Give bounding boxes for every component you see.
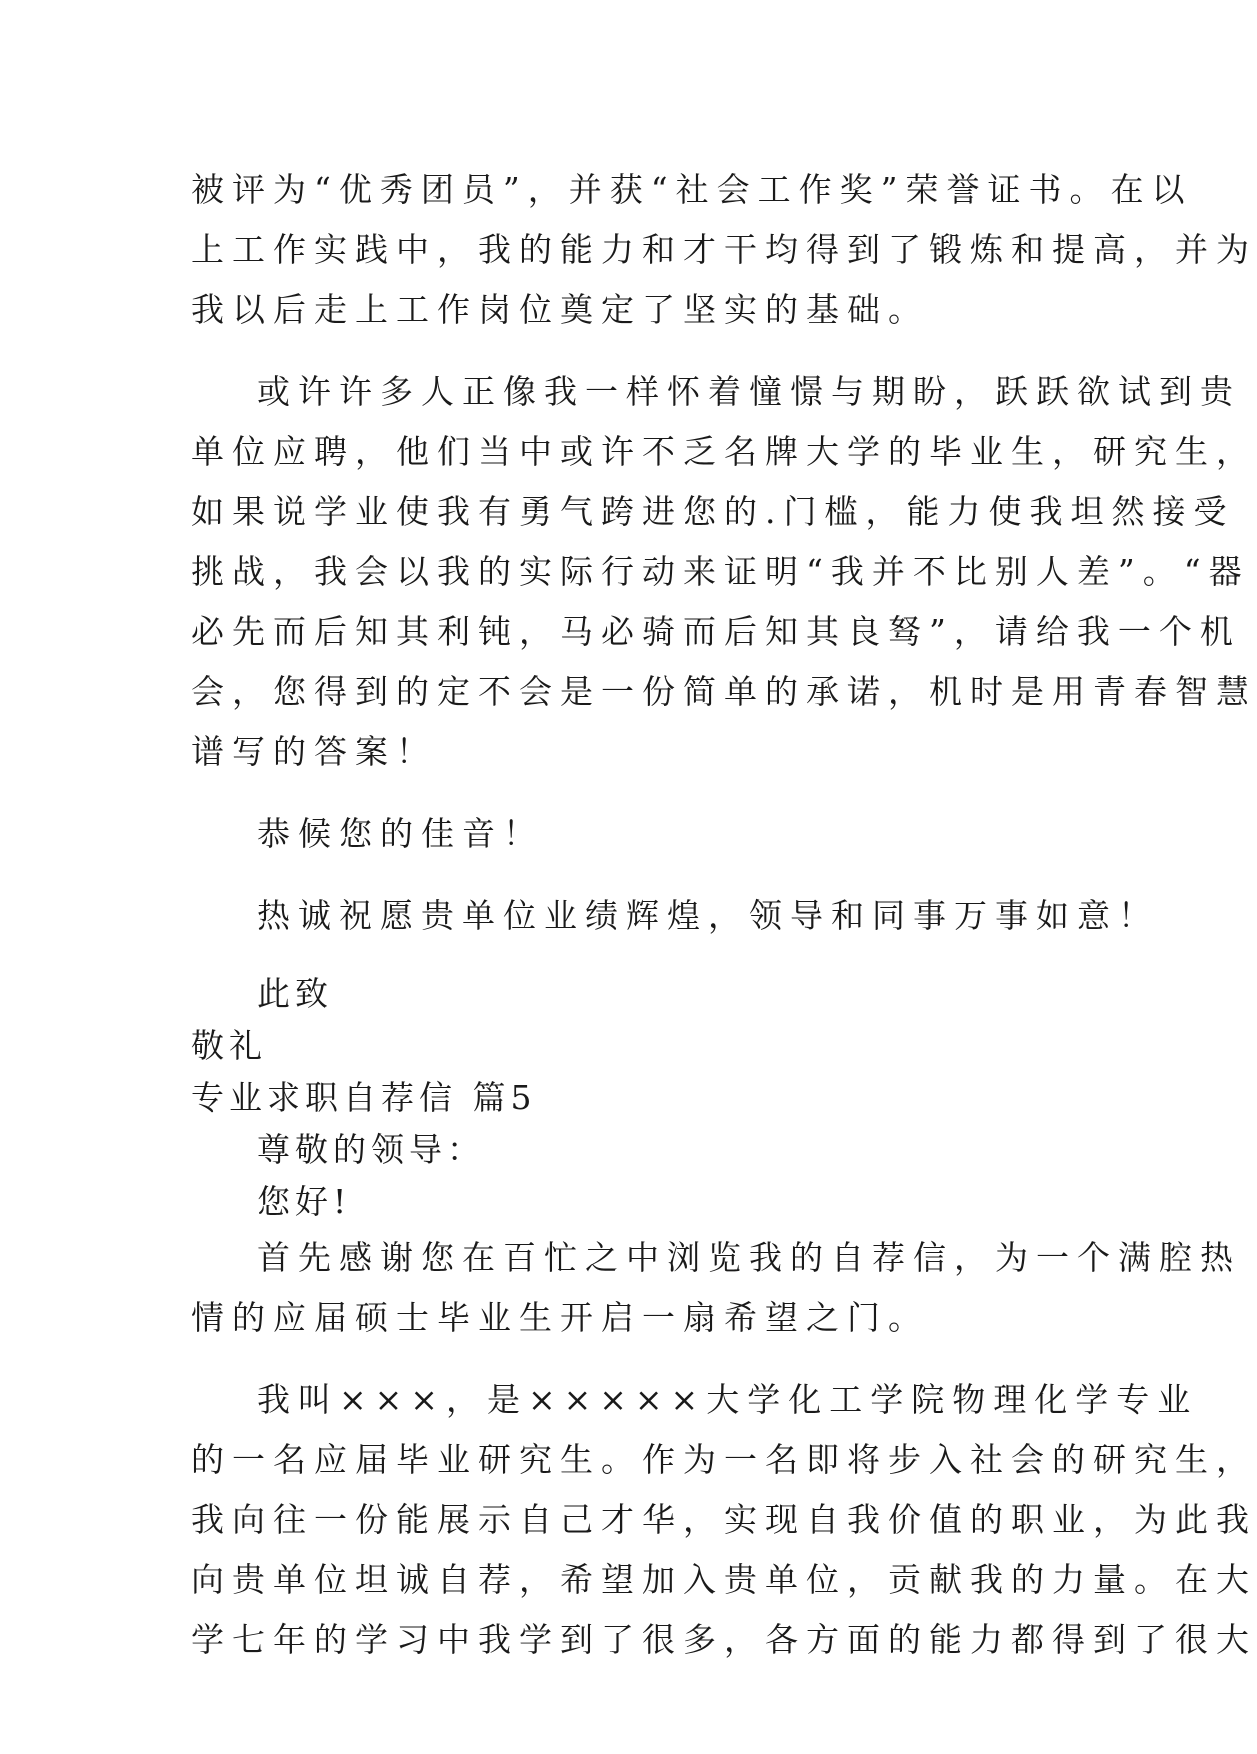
letter-body xyxy=(191,160,1257,1670)
text-line: 此致 xyxy=(257,974,333,1013)
para-3 xyxy=(191,804,1046,864)
text-line: 学七年的学习中我学到了很多，各方面的能力都得到了很大 xyxy=(191,1620,1257,1659)
text-line: 情的应届硕士毕业生开启一扇希望之门。 xyxy=(191,1298,929,1337)
text-line: 或许许多人正像我一样怀着憧憬与期盼，跃跃欲试到贵 xyxy=(257,372,1241,411)
text-line: 首先感谢您在百忙之中浏览我的自荐信，为一个满腔热 xyxy=(257,1238,1241,1277)
paragraph-spacer xyxy=(191,782,1046,804)
text-line: 敬礼 xyxy=(191,1026,267,1065)
text-line: 热诚祝愿贵单位业绩辉煌，领导和同事万事如意！ xyxy=(257,896,1159,935)
paragraph-spacer xyxy=(191,1348,1046,1370)
paragraph-spacer xyxy=(191,864,1046,886)
text-line: 尊敬的领导： xyxy=(257,1130,485,1169)
paragraph-spacer xyxy=(191,340,1046,362)
para-7 xyxy=(191,1124,1046,1176)
para-5 xyxy=(191,968,1046,1020)
para-9 xyxy=(191,1228,1241,1348)
text-line: 我叫×××，是×××××大学化工学院物理化学专业 xyxy=(257,1380,1199,1419)
para-1 xyxy=(191,160,1257,340)
text-line: 谱写的答案！ xyxy=(191,732,437,771)
para-6 xyxy=(191,1020,1046,1072)
para-2 xyxy=(191,362,1257,782)
para-8 xyxy=(191,1176,1046,1228)
text-line: 您好! xyxy=(257,1182,352,1221)
text-line: 会，您得到的定不会是一份简单的承诺，机时是用青春智慧 xyxy=(191,672,1257,711)
text-line: 专业求职自荐信 篇5 xyxy=(191,1078,537,1117)
text-line: 如果说学业使我有勇气跨进您的.门槛，能力使我坦然接受 xyxy=(191,492,1235,531)
text-line: 向贵单位坦诚自荐，希望加入贵单位，贡献我的力量。在大 xyxy=(191,1560,1257,1599)
text-line: 单位应聘，他们当中或许不乏名牌大学的毕业生，研究生， xyxy=(191,432,1257,471)
para-10 xyxy=(191,1370,1257,1670)
text-line: 被评为“优秀团员”，并获“社会工作奖”荣誉证书。在以 xyxy=(191,170,1193,209)
text-line: 的一名应届毕业研究生。作为一名即将步入社会的研究生， xyxy=(191,1440,1257,1479)
text-line: 恭候您的佳音！ xyxy=(257,814,544,853)
para-4 xyxy=(191,886,1159,946)
paragraph-spacer xyxy=(191,946,1046,968)
text-line: 我向往一份能展示自己才华，实现自我价值的职业，为此我 xyxy=(191,1500,1257,1539)
text-line: 上工作实践中，我的能力和才干均得到了锻炼和提高，并为 xyxy=(191,230,1257,269)
section-heading xyxy=(191,1072,1046,1124)
text-line: 挑战，我会以我的实际行动来证明“我并不比别人差”。“器 xyxy=(191,552,1250,591)
text-line: 必先而后知其利钝，马必骑而后知其良驽”，请给我一个机 xyxy=(191,612,1241,651)
text-line: 我以后走上工作岗位奠定了坚实的基础。 xyxy=(191,290,929,329)
